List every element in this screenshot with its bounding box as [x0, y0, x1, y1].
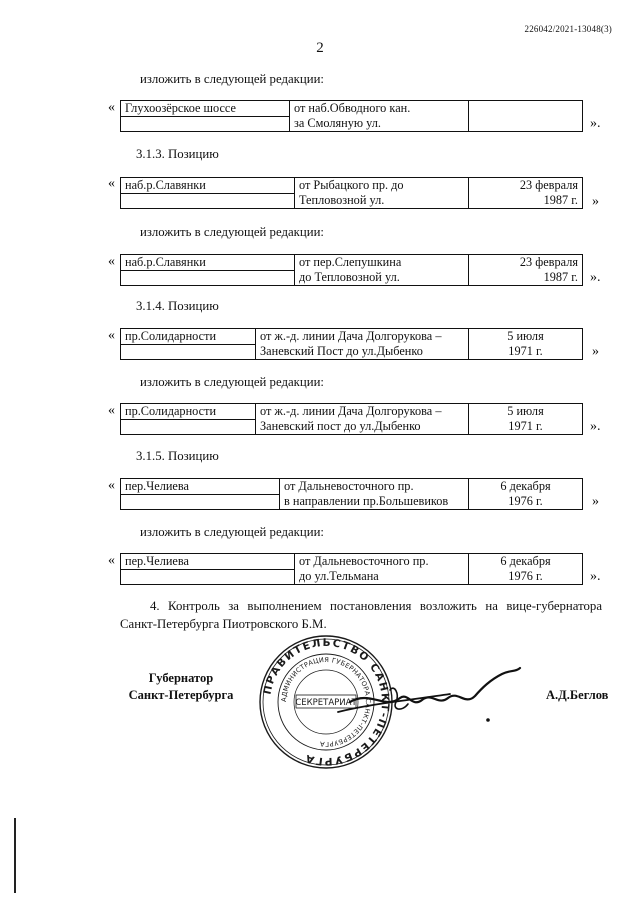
- date-cell: [469, 554, 583, 585]
- section-line-2: до ул.Тельмана: [299, 569, 379, 583]
- table-6: [120, 478, 583, 510]
- table-7: [120, 553, 583, 585]
- date-cell: [469, 404, 583, 435]
- date-line-2: 1976 г.: [508, 494, 543, 508]
- quote-open: «: [108, 328, 115, 343]
- margin-mark: [14, 818, 16, 893]
- section-line-2: Заневский Пост до ул.Дыбенко: [260, 344, 423, 358]
- street-spacer: [121, 194, 295, 209]
- quote-close: »: [592, 494, 599, 509]
- section-cell: [290, 101, 469, 132]
- section-heading-313: 3.1.3. Позицию: [136, 147, 219, 161]
- section-cell: [256, 329, 469, 360]
- quote-close: ».: [590, 569, 601, 584]
- date-line-1: 5 июля: [507, 404, 544, 418]
- signatory-title-line-1: Губернатор: [148, 671, 214, 685]
- seal-inner-text: АДМИНИСТРАЦИЯ ГУБЕРНАТОРА САНКТ-ПЕТЕРБУРГА: [279, 655, 373, 749]
- quote-open: «: [108, 254, 115, 269]
- date-cell: [469, 329, 583, 360]
- quote-open: «: [108, 403, 115, 418]
- date-cell: [469, 101, 583, 132]
- date-line-1: 6 декабря: [500, 479, 551, 493]
- quote-close: ».: [590, 270, 601, 285]
- section-line-2: до Тепловозной ул.: [299, 270, 400, 284]
- quote-open: «: [108, 478, 115, 493]
- quote-close: ».: [590, 419, 601, 434]
- street-spacer: [121, 570, 295, 585]
- edit-intro-1: изложить в следующей редакции:: [140, 72, 324, 86]
- table-5: [120, 403, 583, 435]
- street-name: пер.Челиева: [121, 479, 280, 495]
- street-name: Глухоозёрское шоссе: [121, 101, 290, 117]
- seal-center-text: СЕКРЕТАРИАТ: [295, 698, 357, 708]
- quote-close: »: [592, 194, 599, 209]
- date-cell: [469, 479, 583, 510]
- street-spacer: [121, 117, 290, 132]
- signatory-name: А.Д.Беглов: [546, 688, 609, 702]
- table-1: [120, 100, 583, 132]
- date-line-1: 5 июля: [507, 329, 544, 343]
- section-line-2: Заневский пост до ул.Дыбенко: [260, 419, 421, 433]
- table-4: [120, 328, 583, 360]
- quote-open: «: [108, 176, 115, 191]
- date-line-1: 23 февраля: [519, 255, 578, 269]
- document-id: 226042/2021-13048(3): [524, 24, 612, 34]
- street-name: пер.Челиева: [121, 554, 295, 570]
- date-line-2: 1987 г.: [543, 270, 578, 284]
- section-line-1: от ж.-д. линии Дача Долгорукова –: [260, 329, 442, 343]
- section-heading-315: 3.1.5. Позицию: [136, 449, 219, 463]
- date-line-1: 23 февраля: [519, 178, 578, 192]
- table-3: [120, 254, 583, 286]
- quote-close: »: [592, 344, 599, 359]
- section-line-2: в направлении пр.Большевиков: [284, 494, 449, 508]
- signatory-title-line-2: Санкт-Петербурга: [128, 688, 234, 702]
- quote-close: ».: [590, 116, 601, 131]
- seal-outer-text: ПРАВИТЕЛЬСТВО САНКТ-ПЕТЕРБУРГА: [261, 636, 392, 768]
- section-line-2: Тепловозной ул.: [299, 193, 385, 207]
- date-line-2: 1976 г.: [508, 569, 543, 583]
- street-spacer: [121, 271, 295, 286]
- signatory-title: [126, 670, 236, 704]
- date-cell: [469, 178, 583, 209]
- edit-intro-4: изложить в следующей редакции:: [140, 525, 324, 539]
- section-cell: [295, 178, 469, 209]
- section-line-1: от ж.-д. линии Дача Долгорукова –: [260, 404, 442, 418]
- page-number: 2: [316, 40, 324, 56]
- section-cell: [256, 404, 469, 435]
- date-line-2: 1971 г.: [508, 344, 543, 358]
- street-spacer: [121, 345, 256, 360]
- quote-open: «: [108, 100, 115, 115]
- section-line-1: от наб.Обводного кан.: [294, 101, 411, 115]
- street-name: пр.Солидарности: [121, 404, 256, 420]
- section-line-2: за Смоляную ул.: [294, 116, 381, 130]
- section-cell: [295, 554, 469, 585]
- handwritten-signature: [330, 650, 530, 740]
- control-paragraph: 4. Контроль за выполнением постановления возложить на вице-губернатора Санкт-Петербурга Пиотровского Б.М.: [120, 599, 602, 631]
- edit-intro-3: изложить в следующей редакции:: [140, 375, 324, 389]
- date-line-2: 1987 г.: [543, 193, 578, 207]
- section-heading-314: 3.1.4. Позицию: [136, 299, 219, 313]
- edit-intro-2: изложить в следующей редакции:: [140, 225, 324, 239]
- quote-open: «: [108, 553, 115, 568]
- street-name: наб.р.Славянки: [121, 255, 295, 271]
- street-spacer: [121, 495, 280, 510]
- section-line-1: от Рыбацкого пр. до: [299, 178, 404, 192]
- date-line-1: 6 декабря: [500, 554, 551, 568]
- date-line-2: 1971 г.: [508, 419, 543, 433]
- date-cell: [469, 255, 583, 286]
- table-2: [120, 177, 583, 209]
- section-cell: [295, 255, 469, 286]
- street-name: пр.Солидарности: [121, 329, 256, 345]
- street-name: наб.р.Славянки: [121, 178, 295, 194]
- section-line-1: от пер.Слепушкина: [299, 255, 402, 269]
- section-line-1: от Дальневосточного пр.: [299, 554, 429, 568]
- section-line-1: от Дальневосточного пр.: [284, 479, 414, 493]
- street-spacer: [121, 420, 256, 435]
- section-cell: [280, 479, 469, 510]
